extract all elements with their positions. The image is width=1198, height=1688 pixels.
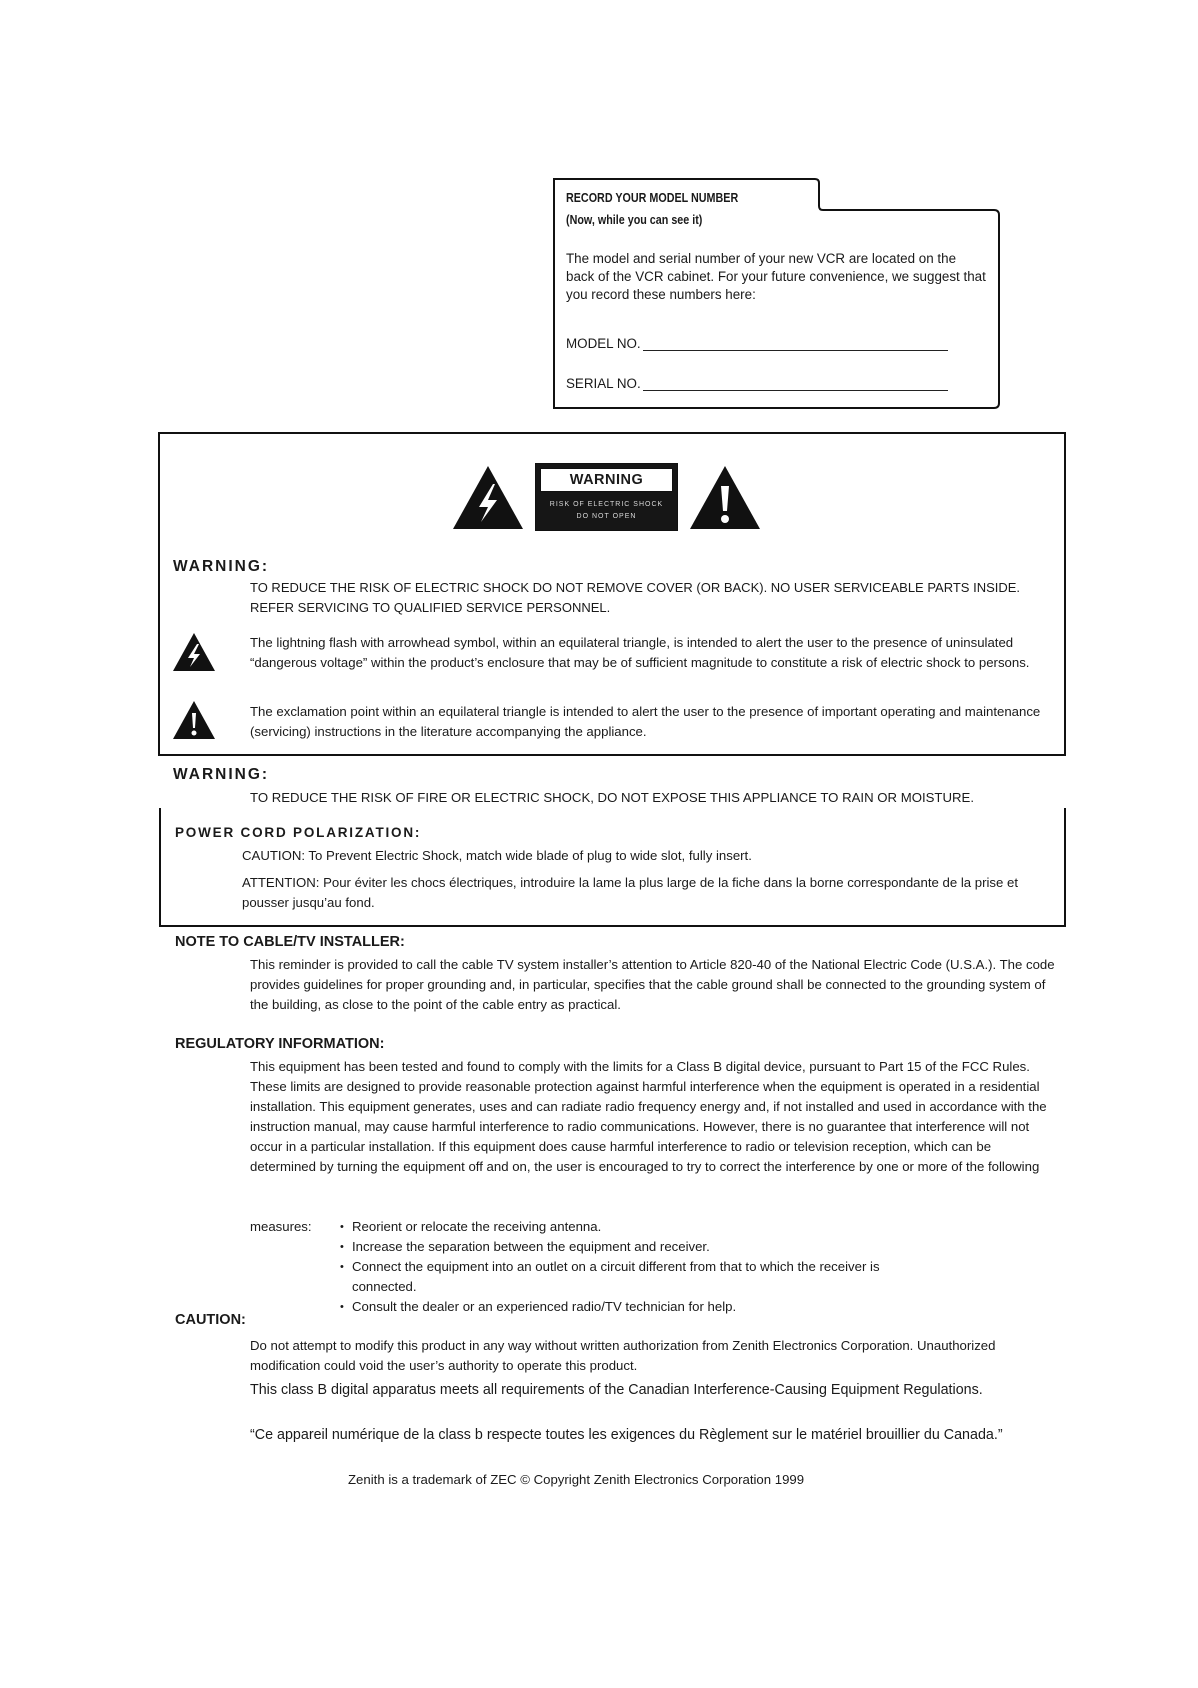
serial-number-label: SERIAL NO.	[566, 376, 641, 391]
installer-note-text: This reminder is provided to call the cable TV system installer’s attention to Article 820-40 of the National Electric Code (U.S.A.). The code provides guidelines for proper grounding and, in particular, specifies that the cable ground shall be connected to the grounding system of the building, as close to the point of the cable entry as practical.	[250, 957, 1055, 1012]
model-number-line	[643, 338, 948, 351]
canada-french-text: “Ce appareil numérique de la class b respecte toutes les exigences du Règlement sur le matériel brouillier du Canada.”	[250, 1427, 1003, 1443]
warning-label-line2: DO NOT OPEN	[576, 513, 637, 520]
warning-shock-label	[535, 463, 678, 531]
measure-item: • Consult the dealer or an experienced radio/TV technician for help.	[352, 1297, 736, 1317]
power-cord-heading: POWER CORD POLARIZATION:	[175, 825, 422, 840]
serial-number-line	[643, 378, 948, 391]
serial-number-field	[566, 376, 948, 391]
measure-item: • Connect the equipment into an outlet on a circuit different from that to which the receiver is	[352, 1257, 880, 1277]
warning-moisture-text: TO REDUCE THE RISK OF FIRE OR ELECTRIC SHOCK, DO NOT EXPOSE THIS APPLIANCE TO RAIN OR MOISTURE.	[250, 790, 974, 805]
record-box-body: The model and serial number of your new VCR are located on the back of the VCR cabinet. For your future convenience, we suggest that you record these numbers here:	[566, 251, 986, 302]
installer-note-heading: NOTE TO CABLE/TV INSTALLER:	[175, 934, 405, 950]
warning-moisture-heading: WARNING:	[173, 766, 270, 783]
warning-label-title: WARNING	[540, 468, 673, 492]
trademark-footer: Zenith is a trademark of ZEC © Copyright Zenith Electronics Corporation 1999	[348, 1472, 805, 1487]
lightning-warning-icon	[451, 464, 525, 531]
model-number-label: MODEL NO.	[566, 336, 641, 351]
caution-heading: CAUTION:	[175, 1312, 246, 1328]
regulatory-text: This equipment has been tested and found to comply with the limits for a Class B digital device, pursuant to Part 15 of the FCC Rules. These limits are designed to provide reasonable protection against harmful interference when the equipment is operated in a residential installation. This equipment generates, uses and can radiate radio frequency energy and, if not installed and used in accordance with the instruction manual, may cause harmful interference to radio communications. However, there is no guarantee that interference will not occur in a particular installation. If this equipment does cause harmful interference to radio or television reception, which can be determined by turning the equipment off and on, the user is encouraged to try to correct the interference by one or more of the following	[250, 1059, 1047, 1174]
warning-heading: WARNING:	[173, 558, 270, 575]
measures-label: measures:	[250, 1219, 312, 1234]
record-model-number-box	[553, 178, 1001, 410]
small-exclamation-icon	[172, 700, 216, 740]
power-cord-caution: CAUTION: To Prevent Electric Shock, match wide blade of plug to wide slot, fully insert.	[242, 848, 752, 863]
small-lightning-icon	[172, 632, 216, 672]
caution-text: Do not attempt to modify this product in any way without written authorization from Zenith Electronics Corporation. Unauthorized modification could void the user’s authority to operate this product.	[250, 1338, 996, 1373]
exclamation-warning-icon	[688, 464, 762, 531]
warning-cover-text: TO REDUCE THE RISK OF ELECTRIC SHOCK DO NOT REMOVE COVER (OR BACK). NO USER SERVICEABLE PARTS INSIDE. REFER SERVICING TO QUALIFIED SERVICE PERSONNEL.	[250, 580, 1021, 615]
record-box-subtitle: (Now, while you can see it)	[566, 213, 703, 227]
record-box-title: RECORD YOUR MODEL NUMBER	[566, 191, 739, 205]
exclamation-explanation: The exclamation point within an equilateral triangle is intended to alert the user to the presence of important operating and maintenance (servicing) instructions in the literature accompanying the appliance.	[250, 704, 1041, 739]
measure-item: • Reorient or relocate the receiving antenna.	[352, 1217, 601, 1237]
canada-english-text: This class B digital apparatus meets all requirements of the Canadian Interference-Causing Equipment Regulations.	[250, 1382, 983, 1398]
regulatory-heading: REGULATORY INFORMATION:	[175, 1036, 385, 1052]
model-number-field	[566, 336, 948, 351]
lightning-explanation: The lightning flash with arrowhead symbol, within an equilateral triangle, is intended to alert the user to the presence of uninsulated “dangerous voltage” within the product’s enclosure that may be of sufficient magnitude to constitute a risk of electric shock to persons.	[250, 635, 1030, 670]
measure-item: • Increase the separation between the equipment and receiver.	[352, 1237, 710, 1257]
warning-label-line1: RISK OF ELECTRIC SHOCK	[549, 501, 664, 508]
power-cord-attention: ATTENTION: Pour éviter les chocs électriques, introduire la lame la plus large de la fiche dans la borne correspondante de la prise et pousser jusqu’au fond.	[242, 875, 1019, 910]
measure-item-continued: connected.	[352, 1279, 417, 1294]
